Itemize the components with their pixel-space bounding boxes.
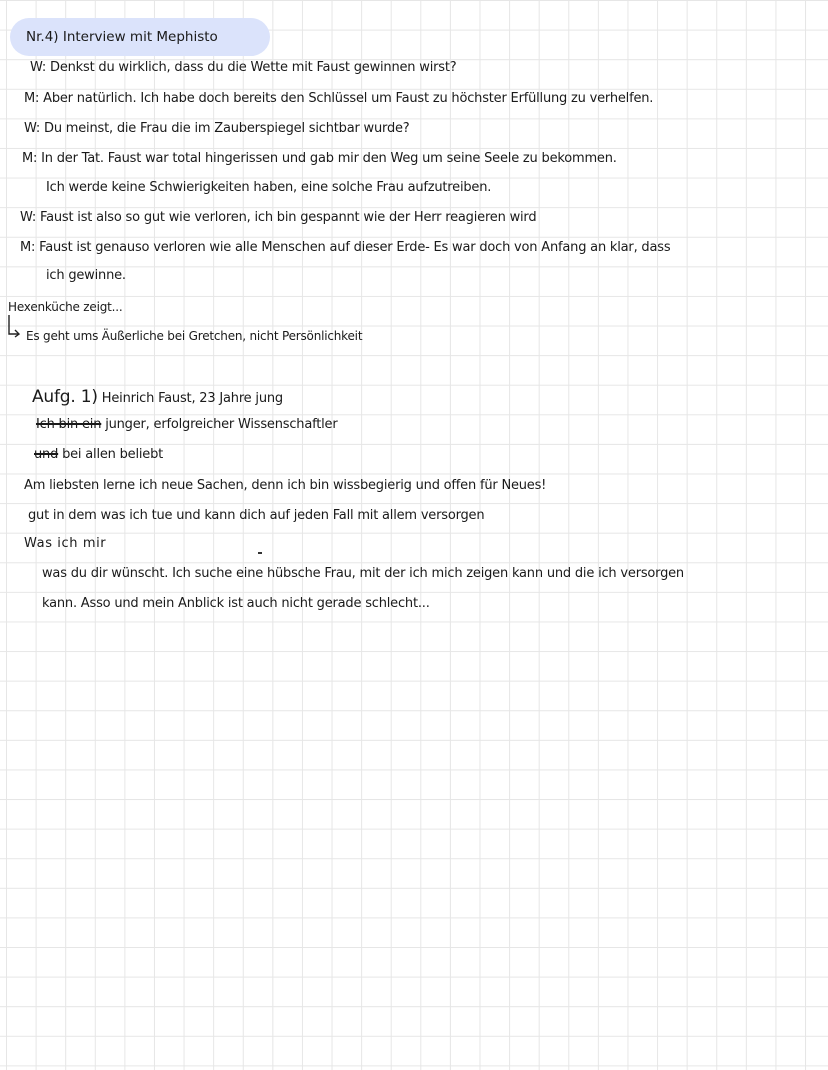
interview-text: ich gewinne. bbox=[46, 268, 126, 283]
speaker-label: M: bbox=[20, 240, 36, 255]
interview-line-2 bbox=[24, 91, 653, 107]
interview-line-6 bbox=[20, 210, 536, 226]
speaker-label: M: bbox=[24, 91, 40, 106]
interview-line-1 bbox=[30, 60, 456, 76]
interview-text: In der Tat. Faust war total hingerissen und gab mir den Weg um seine Seele zu bekommen. bbox=[41, 151, 617, 166]
interview-text: Ich werde keine Schwierigkeiten haben, eine solche Frau aufzutreiben. bbox=[46, 180, 492, 195]
interview-line-3 bbox=[24, 121, 410, 137]
speaker-label: W: bbox=[30, 60, 47, 75]
page-title: Nr.4) Interview mit Mephisto bbox=[26, 29, 218, 45]
speaker-label: W: bbox=[24, 121, 41, 136]
crossed-out-text: Ich bin ein bbox=[36, 417, 102, 432]
task-text: bei allen beliebt bbox=[62, 447, 164, 462]
task-line-7: was du dir wünscht. Ich suche eine hübsche Frau, mit der ich mich zeigen kann und die ich versorgen bbox=[42, 566, 684, 581]
task-line-2 bbox=[36, 417, 338, 433]
interview-line-7 bbox=[20, 240, 670, 256]
interview-line-8 bbox=[46, 268, 126, 284]
task-line-4: Am liebsten lerne ich neue Sachen, denn ich bin wissbegierig und offen für Neues! bbox=[24, 478, 547, 493]
interview-text: Du meinst, die Frau die im Zauberspiegel sichtbar wurde? bbox=[44, 121, 410, 136]
task-heading-text: Heinrich Faust, 23 Jahre jung bbox=[101, 391, 283, 406]
note-point: Es geht ums Äußerliche bei Gretchen, nicht Persönlichkeit bbox=[26, 329, 363, 343]
task-heading bbox=[32, 387, 283, 407]
interview-line-4 bbox=[22, 151, 617, 167]
task-line-8: kann. Asso und mein Anblick ist auch nicht gerade schlecht... bbox=[42, 596, 430, 611]
interview-line-5 bbox=[46, 180, 491, 196]
interview-text: Faust ist also so gut wie verloren, ich bin gespannt wie der Herr reagieren wird bbox=[40, 210, 537, 225]
task-number: Aufg. 1) bbox=[32, 387, 98, 407]
interview-text: Denkst du wirklich, dass du die Wette mit Faust gewinnen wirst? bbox=[50, 60, 457, 75]
speaker-label: W: bbox=[20, 210, 37, 225]
task-line-5: gut in dem was ich tue und kann dich auf jeden Fall mit allem versorgen bbox=[28, 508, 485, 523]
interview-text: Aber natürlich. Ich habe doch bereits den Schlüssel um Faust zu höchster Erfüllung zu verhelfen. bbox=[43, 91, 654, 106]
speaker-label: M: bbox=[22, 151, 38, 166]
task-line-3 bbox=[34, 447, 163, 463]
pen-mark bbox=[258, 552, 262, 554]
interview-text: Faust ist genauso verloren wie alle Menschen auf dieser Erde- Es war doch von Anfang an klar, dass bbox=[39, 240, 671, 255]
note-heading: Hexenküche zeigt... bbox=[8, 300, 123, 314]
arrow-icon bbox=[7, 314, 21, 338]
crossed-out-text: und bbox=[34, 447, 59, 462]
task-line-6: Was ich mir bbox=[24, 536, 107, 551]
task-text: junger, erfolgreicher Wissenschaftler bbox=[105, 417, 338, 432]
